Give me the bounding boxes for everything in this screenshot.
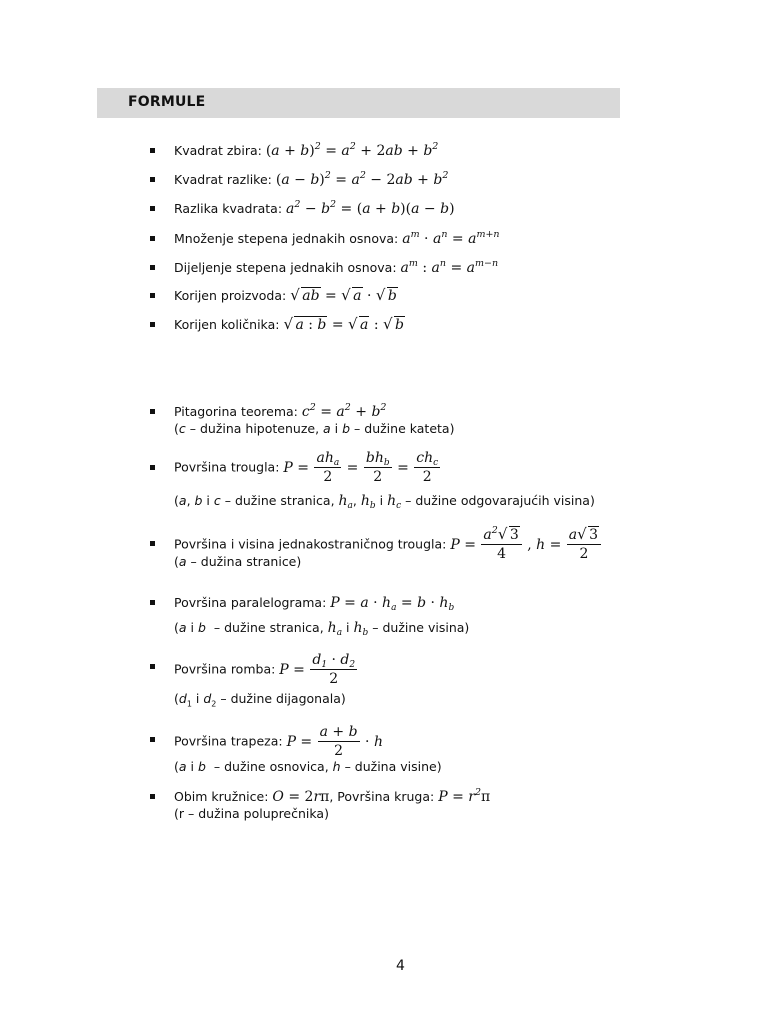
bullet-icon: [150, 293, 155, 298]
bullet-icon: [150, 541, 155, 546]
formula-label: Površina trougla:: [174, 459, 280, 475]
formula-label: Površina paralelograma:: [174, 595, 327, 610]
formula-note: (a i b – dužine stranica, $h_a$ i $h_b$ – dužine visina): [174, 620, 470, 638]
formula: $(a + b)^2 = a^2 + 2ab + b^2$: [265, 141, 439, 159]
formula-label: Množenje stepena jednakih osnova:: [174, 231, 399, 246]
formula-label: Obim kružnice:: [174, 789, 269, 804]
formula: √ a : b = √ a : √ b: [283, 317, 405, 333]
bullet-icon: [150, 737, 155, 742]
formula: $P = a \cdot h_a = b \cdot h_b$: [330, 595, 455, 613]
formula-label: Površina i visina jednakostraničnog trougla:: [174, 536, 447, 552]
formula-label: Korijen proizvoda:: [174, 288, 287, 303]
bullet-icon: [150, 322, 155, 327]
formula: $a^2 - b^2 = (a + b)(a - b)$: [286, 199, 455, 217]
formula-note: (c – dužina hipotenuze, a i b – dužine kateta): [174, 421, 455, 436]
section-title: FORMULE: [128, 94, 206, 110]
formula-label: Pitagorina teorema:: [174, 404, 298, 419]
bullet-icon: [150, 664, 155, 669]
formula-label: Dijeljenje stepena jednakih osnova:: [174, 260, 397, 275]
formula-note: (r – dužina poluprečnika): [174, 806, 329, 821]
formula: √ ab = √ a · √ b: [290, 288, 398, 304]
bullet-icon: [150, 148, 155, 153]
formula-label-2: , Površina kruga:: [329, 789, 435, 804]
formula: P = $\frac{d_1 \cdot d_2}{2}$: [279, 652, 356, 687]
formula: $c^2 = a^2 + b^2$: [301, 402, 387, 420]
formula-note: ($d_1$ i $d_2$ – dužine dijagonala): [174, 691, 346, 709]
formula: P = $\frac{a^2√ 3}{4}$ , h = $\frac{a√ 3}{2}$: [450, 537, 602, 553]
formula-label: Kvadrat razlike:: [174, 172, 272, 187]
bullet-icon: [150, 236, 155, 241]
formula-label: Kvadrat zbira:: [174, 143, 262, 158]
formula-label: Korijen količnika:: [174, 317, 280, 332]
formula: P = $\frac{a + b}{2}$ · h: [286, 724, 383, 759]
formula-label: Površina romba:: [174, 661, 276, 677]
formula-2: $P = r^2\pi$: [438, 787, 491, 805]
bullet-icon: [150, 206, 155, 211]
bullet-icon: [150, 265, 155, 270]
formula: P = $\frac{ah_a}{2}$ = $\frac{bh_b}{2}$ = $\frac{ch_c}{2}$: [283, 450, 439, 485]
bullet-icon: [150, 409, 155, 414]
formula-note: (a, b i c – dužine stranica, $h_a$, $h_b$ i $h_c$ – dužine odgovarajućih visina): [174, 493, 595, 511]
formula-label: Razlika kvadrata:: [174, 201, 283, 216]
formula: O = 2rπ: [272, 789, 330, 805]
section-header-bar: [97, 88, 620, 118]
formula: $(a - b)^2 = a^2 - 2ab + b^2$: [275, 170, 449, 188]
page-number: 4: [396, 958, 405, 974]
bullet-icon: [150, 600, 155, 605]
formula: $a^m$ : $a^n = a^{m-n}$: [400, 258, 499, 276]
formula-note: (a i b – dužine osnovica, h – dužina visine): [174, 759, 442, 774]
bullet-icon: [150, 177, 155, 182]
formula-label: Površina trapeza:: [174, 733, 283, 749]
formula-note: (a – dužina stranice): [174, 554, 302, 569]
bullet-icon: [150, 794, 155, 799]
bullet-icon: [150, 465, 155, 470]
formula: $a^m \cdot a^n = a^{m+n}$: [402, 229, 500, 247]
